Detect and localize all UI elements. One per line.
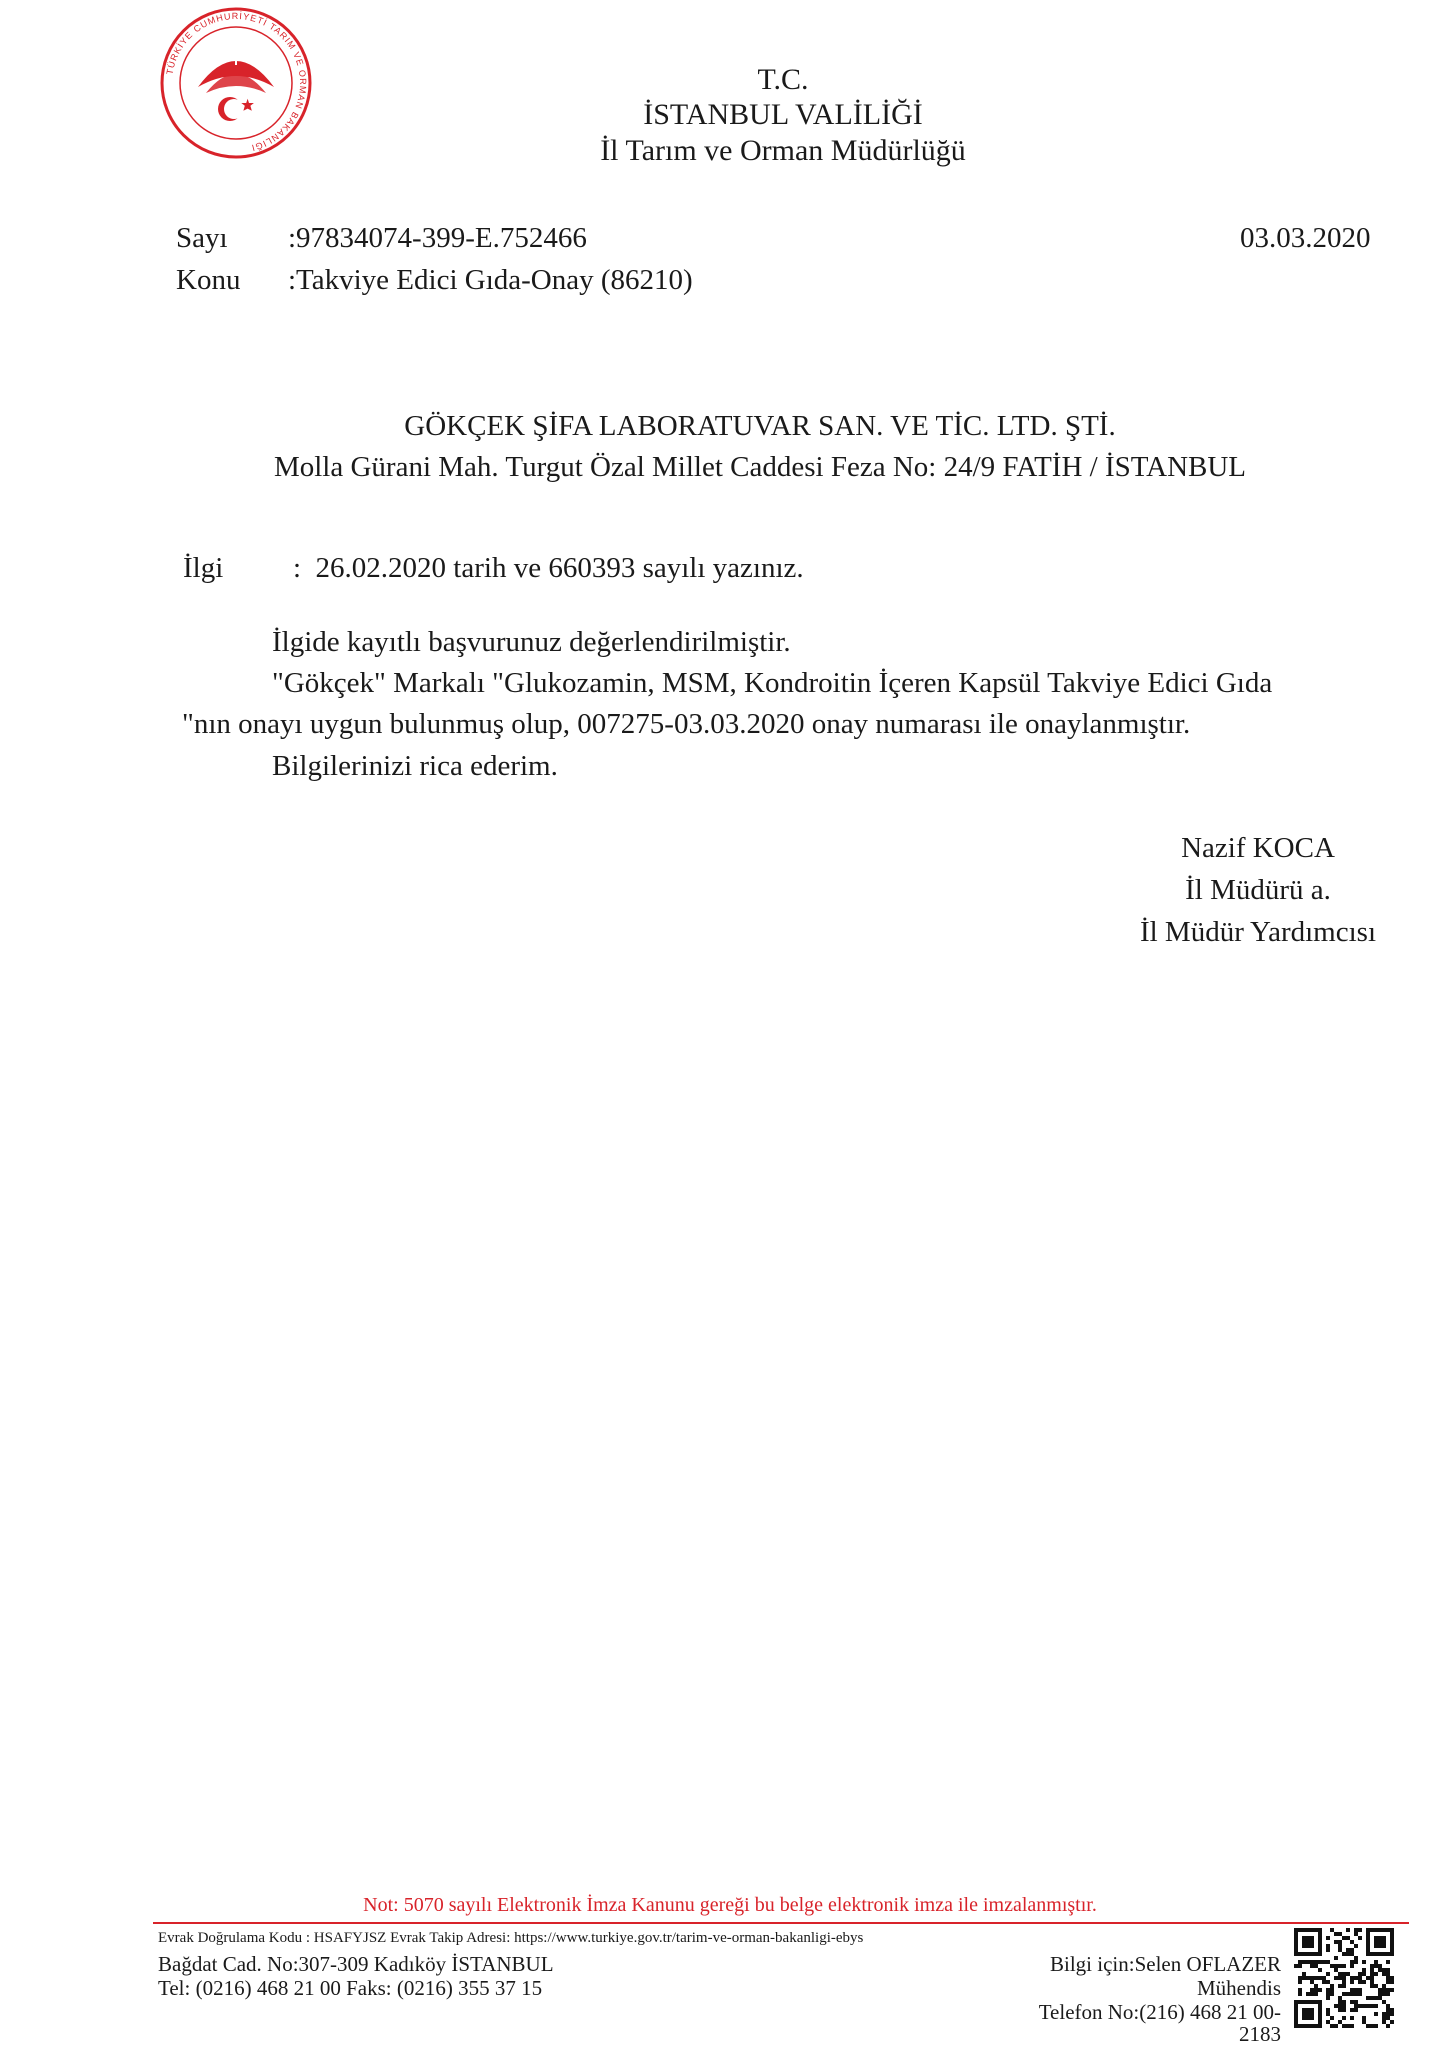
- footer-address: Bağdat Cad. No:307-309 Kadıköy İSTANBUL: [158, 1952, 554, 1976]
- konu-value: :Takviye Edici Gıda-Onay (86210): [288, 264, 693, 296]
- e-signature-note: Not: 5070 sayılı Elektronik İmza Kanunu gereği bu belge elektronik imza ile imzalanmıştır.: [363, 1894, 1097, 1916]
- qr-code-icon: [1294, 1928, 1394, 2028]
- body-paragraph-1: İlgide kayıtlı başvurunuz değerlendirilmiştir.: [272, 626, 791, 658]
- signature-title-1: İl Müdürü a.: [1185, 874, 1331, 906]
- header-tc: T.C.: [757, 63, 809, 96]
- ilgi-value: : 26.02.2020 tarih ve 660393 sayılı yazınız.: [293, 552, 804, 584]
- footer-phone: Tel: (0216) 468 21 00 Faks: (0216) 355 37 15: [158, 1976, 543, 2000]
- ilgi-label: İlgi: [183, 552, 224, 584]
- info-phone-ext: 2183: [1239, 2022, 1281, 2046]
- ministry-seal-icon: [158, 5, 314, 161]
- info-contact: Bilgi için:Selen OFLAZER: [1050, 1952, 1281, 1976]
- ministry-logo: [158, 5, 314, 161]
- svg-text:TÜRKİYE CUMHURİYETİ TARIM VE O: TÜRKİYE CUMHURİYETİ TARIM VE ORMAN BAKANLIĞI: [164, 10, 309, 154]
- header-valilik: İSTANBUL VALİLİĞİ: [643, 98, 923, 131]
- recipient-address: Molla Gürani Mah. Turgut Özal Millet Caddesi Feza No: 24/9 FATİH / İSTANBUL: [273, 451, 1247, 483]
- sayi-value: :97834074-399-E.752466: [288, 222, 587, 254]
- info-phone: Telefon No:(216) 468 21 00-: [1038, 2000, 1281, 2024]
- header-mudurluk: İl Tarım ve Orman Müdürlüğü: [600, 134, 966, 167]
- qr-code: [1294, 1928, 1394, 2028]
- body-paragraph-3: Bilgilerinizi rica ederim.: [272, 750, 558, 782]
- body-paragraph-2-line-1: "Gökçek" Markalı "Glukozamin, MSM, Kondroitin İçeren Kapsül Takviye Edici Gıda: [272, 667, 1273, 699]
- sayi-label: Sayı: [176, 222, 228, 254]
- signature-title-2: İl Müdür Yardımcısı: [1139, 916, 1377, 948]
- body-paragraph-2-line-2: "nın onayı uygun bulunmuş olup, 007275-03.03.2020 onay numarası ile onaylanmıştır.: [182, 708, 1191, 740]
- recipient-name: GÖKÇEK ŞİFA LABORATUVAR SAN. VE TİC. LTD. ŞTİ.: [404, 410, 1116, 442]
- info-title: Mühendis: [1197, 1976, 1281, 2000]
- footer-divider: [153, 1922, 1409, 1924]
- konu-label: Konu: [176, 264, 241, 296]
- document-date: 03.03.2020: [1240, 222, 1371, 254]
- verification-code: Evrak Doğrulama Kodu : HSAFYJSZ Evrak Takip Adresi: https://www.turkiye.gov.tr/tarim-ve-orman-bakanligi-ebys: [158, 1930, 864, 1946]
- signature-name: Nazif KOCA: [1181, 832, 1335, 864]
